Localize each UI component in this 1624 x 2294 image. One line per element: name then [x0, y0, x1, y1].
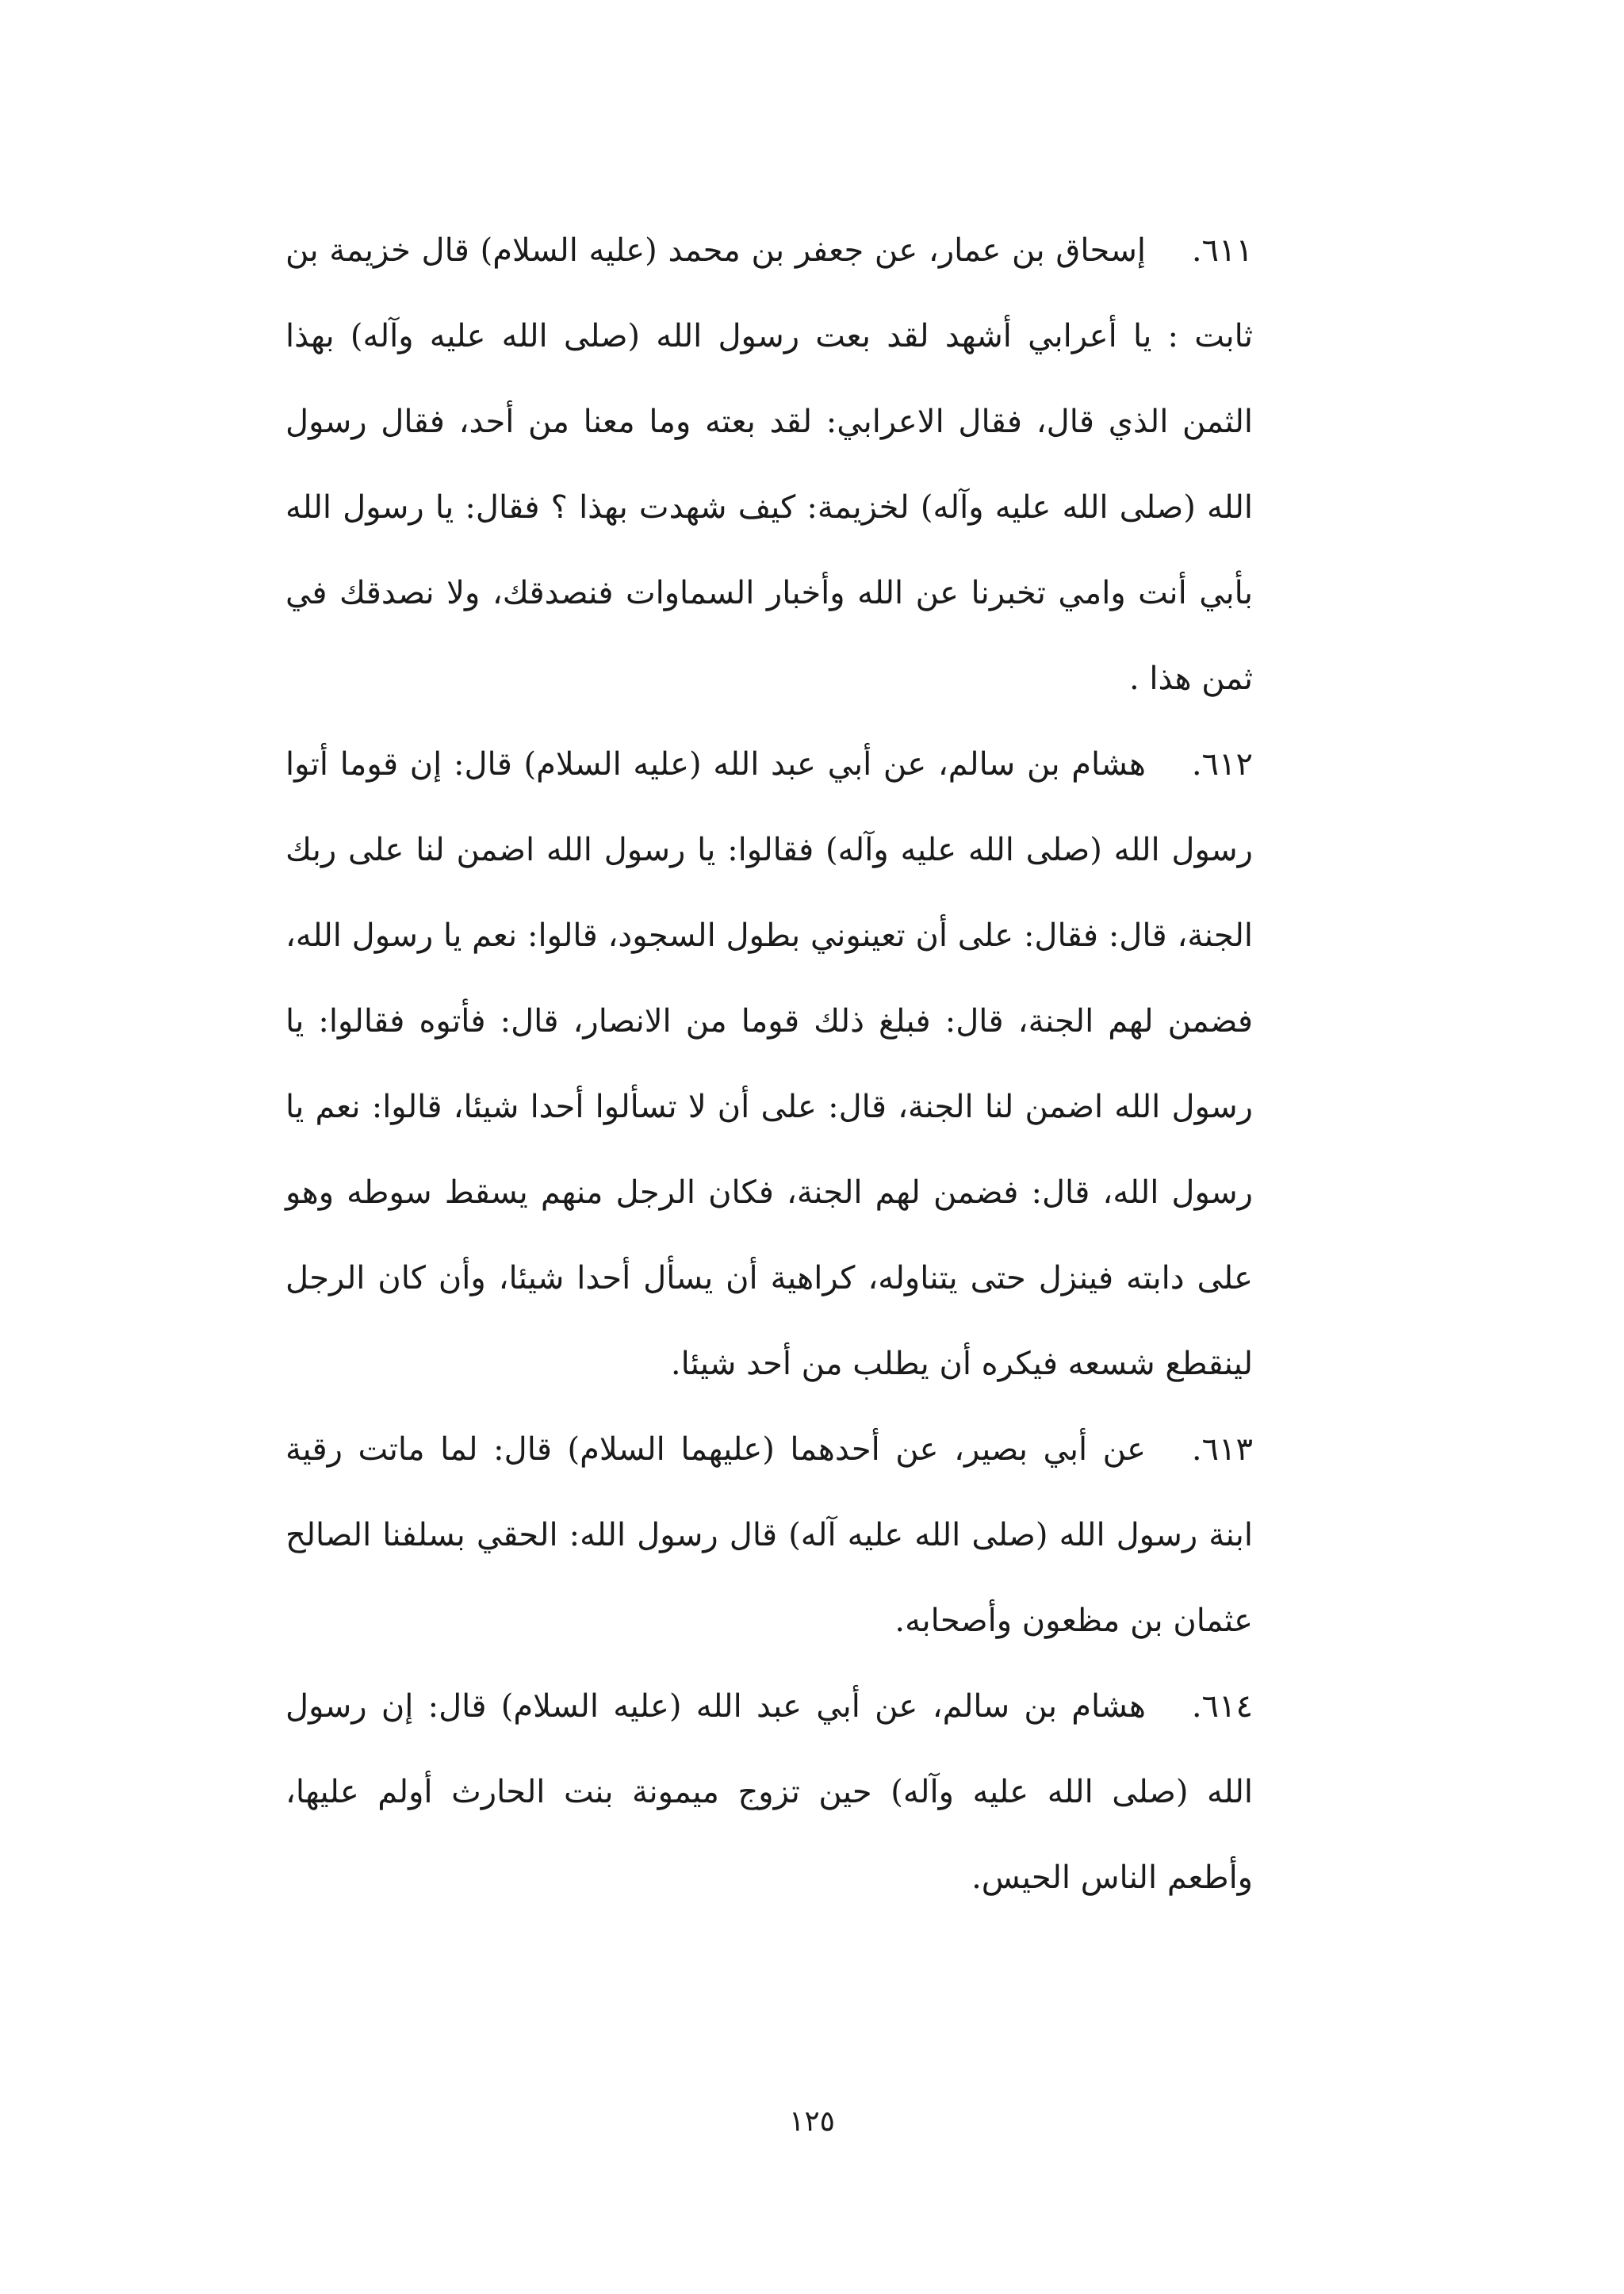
hadith-text: إسحاق بن عمار، عن جعفر بن محمد (عليه السلام) قال خزيمة بن ثابت : يا أعرابي أشهد لقد بعت رسول الله (صلى الله عليه وآله) بهذا الثمن الذي قال، فقال الاعرابي: لقد بعته وما معنا من أحد، فقال رسول الله (صلى الله عليه وآله) لخزيمة: كيف شهدت بهذا ؟ فقال: يا رسول الله بأبي أنت وامي تخبرنا عن الله وأخبار السماوات فنصدقك، ولا نصدقك في ثمن هذا .	[285, 232, 1253, 697]
hadith-number: ٦١٤.	[1191, 1688, 1253, 1725]
hadith-613	[285, 1407, 1253, 1664]
hadith-number: ٦١١.	[1191, 232, 1253, 269]
hadith-number: ٦١٢.	[1191, 746, 1253, 783]
hadith-list	[285, 208, 1253, 1921]
hadith-text: عن أبي بصير، عن أحدهما (عليهما السلام) قال: لما ماتت رقية ابنة رسول الله (صلى الله عليه آله) قال رسول الله: الحقي بسلفنا الصالح عثمان بن مظعون وأصحابه.	[285, 1431, 1253, 1639]
hadith-text: هشام بن سالم، عن أبي عبد الله (عليه السلام) قال: إن قوما أتوا رسول الله (صلى الله عليه وآله) فقالوا: يا رسول الله اضمن لنا على ربك الجنة، قال: فقال: على أن تعينوني بطول السجود، قالوا: نعم يا رسول الله، فضمن لهم الجنة، قال: فبلغ ذلك قوما من الانصار، قال: فأتوه فقالوا: يا رسول الله اضمن لنا الجنة، قال: على أن لا تسألوا أحدا شيئا، قالوا: نعم يا رسول الله، قال: فضمن لهم الجنة، فكان الرجل منهم يسقط سوطه وهو على دابته فينزل حتى يتناوله، كراهية أن يسأل أحدا شيئا، وأن كان الرجل لينقطع شسعه فيكره أن يطلب من أحد شيئا.	[285, 746, 1253, 1382]
hadith-text: هشام بن سالم، عن أبي عبد الله (عليه السلام) قال: إن رسول الله (صلى الله عليه وآله) حين تزوج ميمونة بنت الحارث أولم عليها، وأطعم الناس الحيس.	[285, 1688, 1253, 1896]
page-number: ١٢٥	[788, 2105, 835, 2138]
hadith-612	[285, 722, 1253, 1407]
hadith-number: ٦١٣.	[1191, 1431, 1253, 1468]
hadith-611	[285, 208, 1253, 722]
hadith-614	[285, 1664, 1253, 1921]
